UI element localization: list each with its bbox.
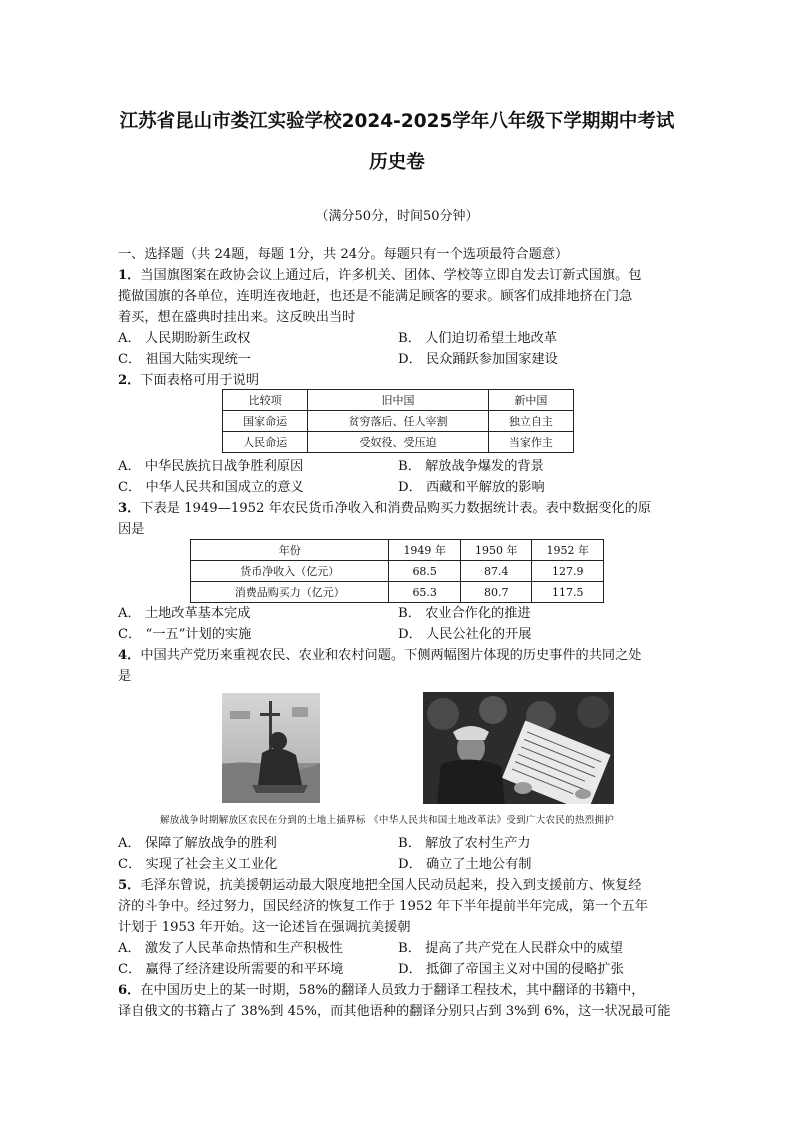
q6-text-1: 在中国历史上的某一时期，58%的翻译人员致力于翻译工程技术，其中翻译的书籍中，	[140, 983, 645, 998]
q5-line-1	[118, 875, 688, 896]
q4-option-d[interactable]: D． 确立了土地公有制	[398, 857, 532, 872]
q4-photo-caption: 解放战争时期解放区农民在分到的土地上插界标 《中华人民共和国土地改革法》受到广大农民的热烈拥护	[160, 815, 615, 826]
q3-option-a[interactable]: A． 土地改革基本完成	[118, 606, 251, 621]
table-row	[223, 432, 574, 453]
q2-line-1	[118, 370, 688, 391]
table-header-cell: 1952 年	[532, 540, 604, 561]
q1-line-1	[118, 265, 688, 286]
q3-number: 3．	[118, 501, 141, 516]
table-header-cell: 1949 年	[389, 540, 461, 561]
table-row	[191, 561, 604, 582]
q3-text-1: 下表是 1949—1952 年农民货币净收入和消费品购买力数据统计表。表中数据变化的原	[140, 501, 652, 516]
q6-line-1	[118, 980, 688, 1001]
table-cell: 68.5	[389, 561, 461, 582]
table-header-cell: 比较项	[223, 390, 308, 411]
table-header-cell: 旧中国	[308, 390, 488, 411]
q1-option-a[interactable]: A． 人民期盼新生政权	[118, 331, 251, 346]
q1-option-d[interactable]: D． 民众踊跃参加国家建设	[398, 352, 558, 367]
table-cell: 117.5	[532, 582, 604, 603]
table-cell: 独立自主	[488, 411, 573, 432]
q1-number: 1．	[118, 268, 141, 283]
photo-land-reform-law-art	[423, 692, 614, 804]
q2-option-a[interactable]: A． 中华民族抗日战争胜利原因	[118, 459, 304, 474]
q2-option-b[interactable]: B． 解放战争爆发的背景	[398, 459, 544, 474]
q3-option-c[interactable]: C． “一五”计划的实施	[118, 627, 252, 642]
section-heading: 一、选择题（共 24题，每题 1分，共 24分。每题只有一个选项最符合题意）	[118, 247, 569, 262]
q1-option-b[interactable]: B． 人们迫切希望土地改革	[398, 331, 557, 346]
exam-title: 江苏省昆山市娄江实验学校2024-2025学年八年级下学期期中考试	[119, 111, 675, 132]
table-header-row	[191, 540, 604, 561]
q4-option-a[interactable]: A． 保障了解放战争的胜利	[118, 836, 277, 851]
q5-option-d[interactable]: D． 抵御了帝国主义对中国的侵略扩张	[398, 962, 624, 977]
table-header-row	[223, 390, 574, 411]
photo-land-reform-law	[423, 692, 614, 804]
photo-farmer-boundary-marker-art	[222, 693, 320, 803]
exam-score-time: （满分50分，时间50分钟）	[315, 209, 479, 224]
q5-line-3: 计划于 1953 年开始。这一论述旨在强调抗美援朝	[118, 920, 411, 935]
q4-option-b[interactable]: B． 解放了农村生产力	[398, 836, 531, 851]
q2-stem: 下面表格可用于说明	[140, 373, 260, 388]
table-cell: 贫穷落后、任人宰割	[308, 411, 488, 432]
q3-option-d[interactable]: D． 人民公社化的开展	[398, 627, 532, 642]
q4-option-c[interactable]: C． 实现了社会主义工业化	[118, 857, 278, 872]
q4-line-2: 是	[118, 669, 132, 684]
q1-line-2: 揽做国旗的各单位，连明连夜地赶，也还是不能满足顾客的要求。顾客们成排地挤在门急	[118, 289, 633, 304]
table-cell: 国家命运	[223, 411, 308, 432]
q2-comparison-table	[222, 389, 574, 453]
table-header-cell: 新中国	[488, 390, 573, 411]
table-cell: 人民命运	[223, 432, 308, 453]
q4-number: 4．	[118, 648, 141, 663]
table-cell: 货币净收入（亿元）	[191, 561, 389, 582]
table-row	[191, 582, 604, 603]
q2-option-c[interactable]: C． 中华人民共和国成立的意义	[118, 480, 304, 495]
q3-option-b[interactable]: B． 农业合作化的推进	[398, 606, 531, 621]
q5-option-c[interactable]: C． 赢得了经济建设所需要的和平环境	[118, 962, 344, 977]
table-cell: 87.4	[460, 561, 532, 582]
table-header-cell: 1950 年	[460, 540, 532, 561]
table-cell: 127.9	[532, 561, 604, 582]
q5-line-2: 济的斗争中。经过努力，国民经济的恢复工作于 1952 年下半年提前半年完成，第一个五年	[118, 899, 648, 914]
q4-line-1	[118, 645, 688, 666]
q4-text-1: 中国共产党历来重视农民、农业和农村问题。下侧两幅图片体现的历史事件的共同之处	[140, 648, 642, 663]
q5-option-b[interactable]: B． 提高了共产党在人民群众中的威望	[398, 941, 623, 956]
q5-option-a[interactable]: A． 激发了人民革命热情和生产积极性	[118, 941, 343, 956]
q3-income-table	[190, 539, 604, 603]
table-row	[223, 411, 574, 432]
table-cell: 消费品购买力（亿元）	[191, 582, 389, 603]
q3-line-1	[118, 498, 688, 519]
q1-text-1: 当国旗图案在政协会议上通过后，许多机关、团体、学校等立即自发去订新式国旗。包	[140, 268, 642, 283]
q5-text-1: 毛泽东曾说，抗美援朝运动最大限度地把全国人民动员起来，投入到支援前方、恢复经	[140, 878, 642, 893]
q1-option-c[interactable]: C． 祖国大陆实现统一	[118, 352, 251, 367]
exam-subject-title: 历史卷	[369, 152, 425, 173]
photo-farmer-boundary-marker	[222, 693, 320, 803]
table-cell: 受奴役、受压迫	[308, 432, 488, 453]
table-cell: 80.7	[460, 582, 532, 603]
q5-number: 5．	[118, 878, 141, 893]
table-cell: 当家作主	[488, 432, 573, 453]
q6-line-2: 译自俄文的书籍占了 38%到 45%，而其他语种的翻译分别只占到 3%到 6%，这一状况最可能	[118, 1004, 671, 1019]
q1-line-3: 着买，想在盛典时挂出来。这反映出当时	[118, 310, 356, 325]
q6-number: 6．	[118, 983, 141, 998]
q3-line-2: 因是	[118, 522, 145, 537]
table-cell: 65.3	[389, 582, 461, 603]
q2-number: 2．	[118, 373, 141, 388]
table-header-cell: 年份	[191, 540, 389, 561]
q2-option-d[interactable]: D． 西藏和平解放的影响	[398, 480, 545, 495]
